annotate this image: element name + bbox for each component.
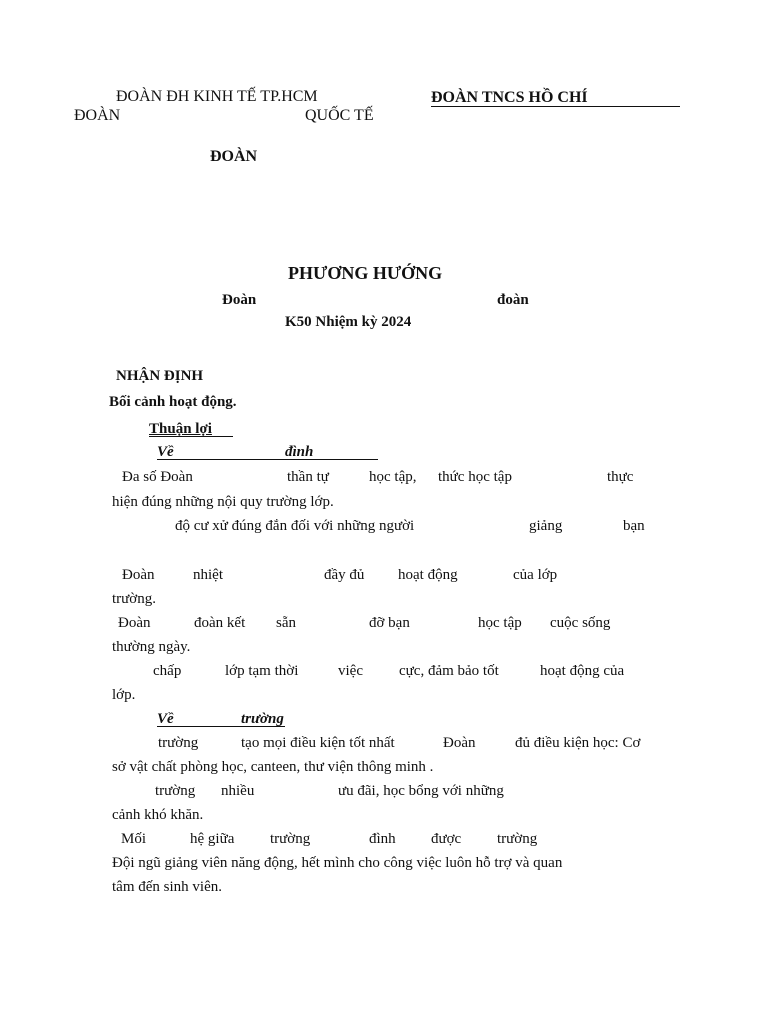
family-l8-w3: cực, đảm bảo tốt <box>399 663 499 679</box>
family-l4-w0: Đoàn <box>122 567 155 583</box>
family-l3-w2: bạn <box>623 518 645 534</box>
context-heading: Bối cảnh hoạt động. <box>109 394 237 410</box>
school-l1-w3: đủ điều kiện học: Cơ <box>515 735 641 751</box>
family-l1-w0: Đa số Đoàn <box>122 469 193 485</box>
family-l6-w2: sẵn <box>276 615 296 631</box>
family-l2: hiện đúng những nội quy trường lớp. <box>112 494 334 510</box>
family-l1-w2: học tập, <box>369 469 417 485</box>
document-title: PHƯƠNG HƯỚNG <box>288 263 443 283</box>
school-l5-w3: đình <box>369 831 396 847</box>
family-l6-w5: cuộc sống <box>550 615 611 631</box>
family-l1-w3: thức học tập <box>438 469 512 485</box>
school-l5-w2: trường <box>270 831 311 847</box>
school-l7: tâm đến sinh viên. <box>112 879 222 895</box>
family-l3-w1: giảng <box>529 518 563 534</box>
school-l2: sở vật chất phòng học, canteen, thư viện thông minh . <box>112 759 434 775</box>
title-sub-b: đoàn <box>497 292 529 308</box>
family-l4-w2: đầy đủ <box>324 567 365 583</box>
header-left-line2-a: ĐOÀN <box>74 107 121 124</box>
school-l5-w1: hệ giữa <box>190 831 235 847</box>
family-label-b: đình <box>285 444 314 460</box>
school-label-a: Về <box>157 711 174 727</box>
school-l5-w5: trường <box>497 831 538 847</box>
family-l9: lớp. <box>112 687 136 703</box>
school-l3-w1: nhiều <box>221 783 255 799</box>
header-left-line1: ĐOÀN ĐH KINH TẾ TP.HCM <box>116 88 318 105</box>
school-label-underline <box>157 726 285 727</box>
family-l6-w1: đoàn kết <box>194 615 246 631</box>
school-l3-w2: ưu đãi, học bổng với những <box>338 783 504 799</box>
school-l5-w4: được <box>431 831 462 847</box>
title-sub-c: K50 Nhiệm kỳ 2024 <box>285 314 412 330</box>
family-label-underline <box>157 459 378 460</box>
section-heading: NHẬN ĐỊNH <box>116 368 204 384</box>
advantages-heading: Thuận lợi <box>149 421 212 437</box>
school-l1-w0: trường <box>158 735 199 751</box>
school-l3-w0: trường <box>155 783 196 799</box>
family-l7: thường ngày. <box>112 639 191 655</box>
family-l4-w1: nhiệt <box>193 567 223 583</box>
family-l8-w2: việc <box>338 663 363 679</box>
family-l6-w4: học tập <box>478 615 522 631</box>
school-l1-w2: Đoàn <box>443 735 476 751</box>
header-left-line3: ĐOÀN <box>210 148 258 165</box>
header-right-line1: ĐOÀN TNCS HỒ CHÍ <box>431 89 588 106</box>
header-left-line2-b: QUỐC TẾ <box>305 107 374 124</box>
school-l1-w1: tạo mọi điều kiện tốt nhất <box>241 735 395 751</box>
family-l4-w4: của lớp <box>513 567 558 583</box>
advantages-underline <box>149 436 233 437</box>
family-l6-w0: Đoàn <box>118 615 151 631</box>
school-l5-w0: Mối <box>121 831 147 847</box>
family-l1-w4: thực <box>607 469 634 485</box>
family-l8-w1: lớp tạm thời <box>225 663 299 679</box>
family-label-a: Về <box>157 444 174 460</box>
school-l4: cảnh khó khăn. <box>112 807 204 823</box>
school-l6: Đội ngũ giảng viên năng động, hết mình cho công việc luôn hỗ trợ và quan <box>112 855 563 871</box>
family-l4-w3: hoạt động <box>398 567 458 583</box>
family-l8-w4: hoạt động của <box>540 663 625 679</box>
family-l8-w0: chấp <box>153 663 182 679</box>
school-label-b: trường <box>241 711 284 727</box>
family-l3-w0: độ cư xử đúng đắn đối với những người <box>175 518 415 534</box>
family-l1-w1: thần tự <box>287 469 329 485</box>
header-right-underline <box>431 106 680 107</box>
family-l6-w3: đỡ bạn <box>369 615 410 631</box>
title-sub-a: Đoàn <box>222 292 257 308</box>
family-l5: trường. <box>112 591 156 607</box>
